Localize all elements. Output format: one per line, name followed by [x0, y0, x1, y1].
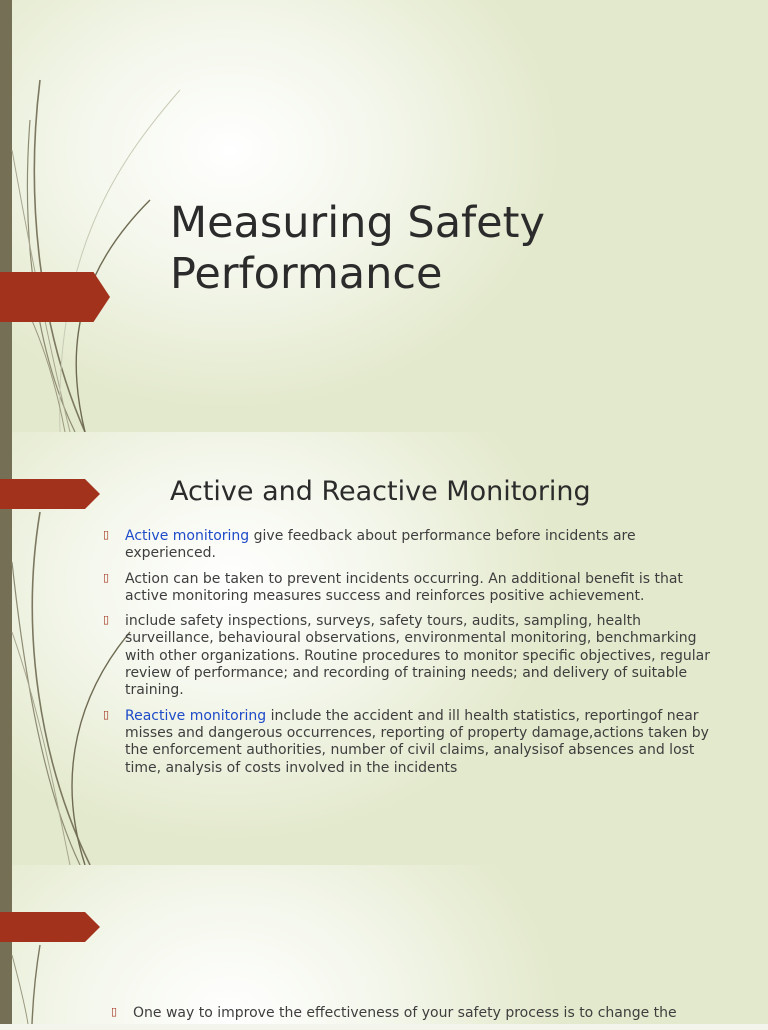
section-heading: Active and Reactive Monitoring [170, 476, 591, 507]
accent-tab [0, 272, 110, 322]
bullet-list [111, 1005, 733, 1030]
bullet-marker-icon: ▯ [103, 570, 110, 584]
bullet-marker-icon: ▯ [103, 528, 110, 541]
title-line-2: Performance [170, 249, 443, 299]
list-item [103, 528, 725, 563]
list-item [103, 707, 725, 777]
accent-tab [0, 912, 100, 942]
bullet-text: Action can be taken to prevent incidents occurring. An additional benefit is that active monitoring measures success and reinforces positive achievement. [125, 570, 683, 604]
list-item [111, 1005, 733, 1022]
bullet-text: include safety inspections, surveys, safety tours, audits, sampling, health surveillance, behavioural observations, environmental monitoring, benchmarking with other organizations. Routine procedures to monitor specific objectives, regular review of performance; and recording of training needs; and delivery of suitable training. [125, 613, 711, 699]
bullet-list [103, 528, 725, 785]
slide-partial [0, 865, 768, 1024]
slide-title-heading [170, 198, 545, 300]
bullet-marker-icon: ▯ [111, 1005, 118, 1018]
slide-title [0, 0, 768, 432]
bullet-text: give feedback about performance before incidents are experienced. [125, 528, 636, 562]
list-item [103, 570, 725, 606]
highlight-term: Active monitoring [125, 528, 250, 544]
bullet-marker-icon: ▯ [103, 613, 110, 627]
title-line-1: Measuring Safety [170, 198, 545, 248]
bullet-marker-icon: ▯ [103, 707, 110, 721]
list-item [103, 613, 725, 699]
bullet-text: include the accident and ill health statistics, reportingof near misses and dangerous occurrences, reporting of property damage,actions taken by the enforcement authorities, number of civil claims, analysisof absences and lost time, analysis of costs involved in the incidents [125, 707, 709, 776]
highlight-term: Reactive monitoring [125, 707, 267, 724]
accent-tab [0, 479, 100, 509]
bullet-text: One way to improve the effectiveness of your safety process is to change the [133, 1005, 677, 1021]
decorative-swirl [0, 865, 80, 1024]
